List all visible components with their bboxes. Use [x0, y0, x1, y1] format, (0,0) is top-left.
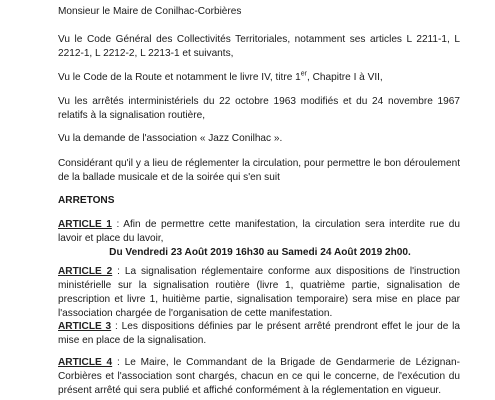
visa-route-text: Vu le Code de la Route et notamment le livre IV, titre 1 — [58, 72, 301, 83]
article-4 — [58, 356, 460, 398]
article-1-dates: Du Vendredi 23 Août 2019 16h30 au Samedi 24 Août 2019 2h00. — [109, 247, 411, 258]
considerant: Considérant qu'il y a lieu de réglementer la circulation, pour permettre le bon déroulement de la ballade musicale et de la soirée qui s'en suit — [58, 158, 460, 183]
visa-route — [58, 71, 460, 85]
article-1-text: : Afin de permettre cette manifestation, la circulation sera interdite rue du lavoir et place du lavoir, — [58, 219, 460, 244]
article-2-text: : La signalisation réglementaire conforme aux dispositions de l'instruction ministérielle sur la signalisation routière (livre 1, quatrième partie, signalisation de prescription et livre 1, huitième partie, signalisation temporaire) sera mise en place par l'association chargée de l'organisation de cette manifestation. — [58, 266, 461, 319]
visa-demande: Vu la demande de l'association « Jazz Conilhac ». — [58, 133, 283, 144]
arretons-heading: ARRETONS — [58, 195, 115, 206]
visa-route-superscript: er — [300, 70, 307, 78]
article-3 — [58, 320, 460, 348]
visa-route-text-end: , Chapitre I à VII, — [307, 72, 383, 83]
visa-cgct: Vu le Code Général des Collectivités Territoriales, notamment ses articles L 2211-1, L 2212-1, L 2212-2, L 2213-1 et suivants, — [58, 34, 460, 59]
article-1 — [58, 218, 460, 246]
article-4-text: : Le Maire, le Commandant de la Brigade de Gendarmerie de Lézignan-Corbières et l'association sont chargés, chacun en ce qui le concerne, de l'exécution du présent arrêté qui sera publié et affiché conformément à la réglementation en vigueur. — [58, 357, 461, 396]
article-1-label: ARTICLE 1 — [58, 219, 112, 230]
article-2 — [58, 265, 460, 321]
article-3-label: ARTICLE 3 — [58, 321, 112, 332]
article-2-label: ARTICLE 2 — [58, 266, 113, 277]
mayor-line: Monsieur le Maire de Conilhac-Corbières — [58, 6, 242, 17]
visa-arretes: Vu les arrêtés interministériels du 22 octobre 1963 modifiés et du 24 novembre 1967 relatifs à la signalisation routière, — [58, 96, 460, 121]
article-3-text: : Les dispositions définies par le présent arrêté prendront effet le jour de la mise en place de la signalisation. — [58, 321, 461, 346]
article-4-label: ARTICLE 4 — [58, 357, 113, 368]
